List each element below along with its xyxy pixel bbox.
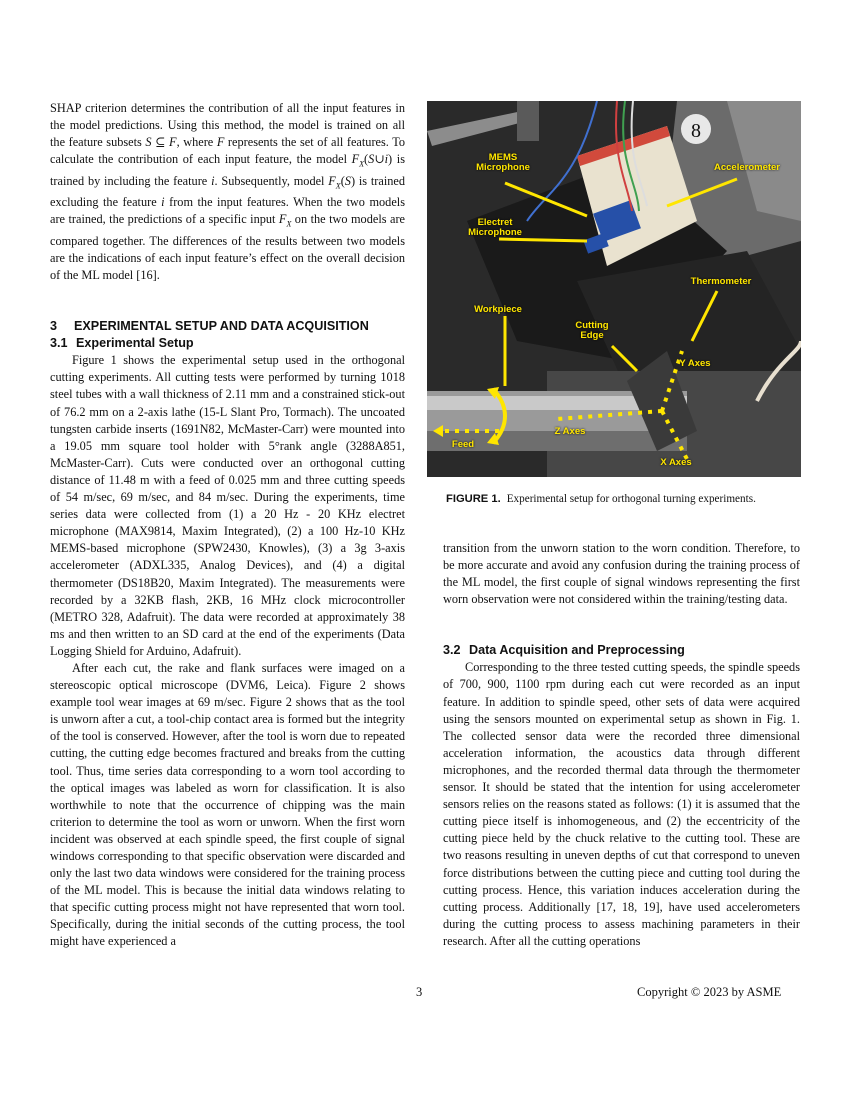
figure-1-caption <box>446 492 806 506</box>
copyright-notice: Copyright © 2023 by ASME <box>637 985 782 999</box>
caption-text: Experimental setup for orthogonal turning experiments. <box>506 493 756 505</box>
label-y-axes: Y Axes <box>679 358 711 369</box>
label-thermometer: Thermometer <box>690 276 752 287</box>
label-z-axes: Z Axes <box>554 426 586 437</box>
paragraph-acquisition: Corresponding to the three tested cutting speeds, the spindle speeds of 700, 900, 1100 rpm during each cut were recorded as an input feature. In addition to spindle speed, other sets of data were acquired using the sensors mounted on experimental setup as shown in Fig. 1. The collected sensor data were the recorded three dimensional acceleration information, the acoustics data through different microphones, and the recorded thermal data through the thermometer sensor. It should be stated that the intention for using accelerometer sensors relies on the reasons stated as follows: (1) it is assumed that the cutting piece itself is inhomogeneous, and (2) the eccentricity of the cutting piece held by the chuck relative to the cutting tool. These are two reasons resulting in uneven depths of cut that correspond to uneven force distributions between the cutting piece and cutting tool during the cutting process. Hence, this variation induces acceleration during the cutting process. Additionally [17, 18, 19], have used accelerometers during the cutting process to assess machining parameters in their research. After all the cutting operations <box>443 660 800 948</box>
label-mems-microphone: MEMS Microphone <box>476 152 530 173</box>
subsection-heading-3-1: 3.1 Experimental Setup <box>50 336 194 351</box>
caption-label: FIGURE 1. <box>446 493 501 505</box>
paragraph-setup: Figure 1 shows the experimental setup used in the orthogonal cutting experiments. All cutting tests were performed by turning 1018 steel tubes with a wall thickness of 2.11 mm and a constrained stick-out of 76.2 mm on a 2-axis lathe (15-L Slant Pro, Tormach). The uncoated tungsten carbide inserts (1691N82, McMaster-Carr) were mounted into a 19.05 mm square tool holder with 5°rank angle (3288A851, McMaster-Carr). Cuts were conducted over an orthogonal cutting distance of 11.48 m with a feed of 0.025 mm and three cutting speeds of 54 m/sec, 69 m/sec, and 84 m/sec. During the experiments, time series data were collected from (1) a 20 Hz - 20 KHz electret microphone (MAX9814, Maxim Integrated), (2) a 100 Hz-10 KHz MEMS-based microphone (SPW2430, Knowles), (3) a 3g 3-axis accelerometer (ADXL335, Analog Devices), and (4) a digital thermometer (DS18B20, Maxim Integrated). The measurements were recorded by a 32KB flash, 2KB, 16 MHz clock microcontroller (METRO 328, Adafruit). The data were recorded at approximately 38 ms and then written to an SD card at the end of the experiments (Data Logging Shield for Arduino, Adafruit). <box>50 353 405 658</box>
label-cutting-edge: Cutting Edge <box>575 320 609 341</box>
label-accelerometer: Accelerometer <box>713 162 780 173</box>
label-electret-microphone: Electret Microphone <box>468 217 522 238</box>
label-workpiece: Workpiece <box>474 304 522 315</box>
paragraph-transition: transition from the unworn station to the worn condition. Therefore, to be more accurate and avoid any confusion during the training process of the ML model, the first couple of signal windows representing the first worn observation were not considered within the training/testing data. <box>443 541 800 607</box>
page-number: 3 <box>416 985 423 999</box>
right-column <box>443 540 800 950</box>
section-heading-3: 3 EXPERIMENTAL SETUP AND DATA ACQUISITION <box>50 319 369 334</box>
machine-number-tag: 8 <box>691 120 701 142</box>
label-feed: Feed <box>451 439 475 450</box>
paragraph-shap: SHAP criterion determines the contribution of all the input features in the model predictions. Using this method, the model is trained on all the feature subsets S ⊆ F, where F represents the set of all features. To calculate the contribution of each input feature, the model $F_X(S\cup i)$ is trained by including the feature i. Subsequently, model $F_X(S)$ is trained excluding the feature i from the input features. When the two models are trained, the predictions of a specific input $F_X$ on the two models are compared together. The differences of the results between two models are the indications of each input feature’s effect on the overall decision of the ML model [16]. <box>50 101 406 283</box>
paragraph-wear: After each cut, the rake and flank surfaces were imaged on a stereoscopic optical microscope (DVM6, Leica). Figure 2 shows example tool wear images at 69 m/sec. Figure 2 shows that as the tool is unworn after a cut, a tool-chip contact area is formed but the integrity of the tool is conserved. However, after the tool is worn due to repeated cutting, the cutting edge becomes fractured and breaks from the cutting tool. Thus, time series data corresponding to a worn tool according to the optical images was labeled as worn for classification. It is also worthwhile to note that the occurrence of chipping was the main criterion to determine the tool as worn or unworn. When the first worn incident was observed at each spindle speed, the first couple of signal windows corresponding to that specific observation were discarded and only the last two data windows were considered for the training process of the ML model. This is because the initial data windows relating to that specific cutting process might not have represented that worn tool. Specifically, during the initial seconds of the cutting process, the tool might have experienced a <box>50 660 405 949</box>
left-column <box>50 100 405 951</box>
label-x-axes: X Axes <box>660 457 692 468</box>
subsection-heading-3-2: 3.2 Data Acquisition and Preprocessing <box>443 643 685 658</box>
figure-1-photo <box>427 101 801 477</box>
